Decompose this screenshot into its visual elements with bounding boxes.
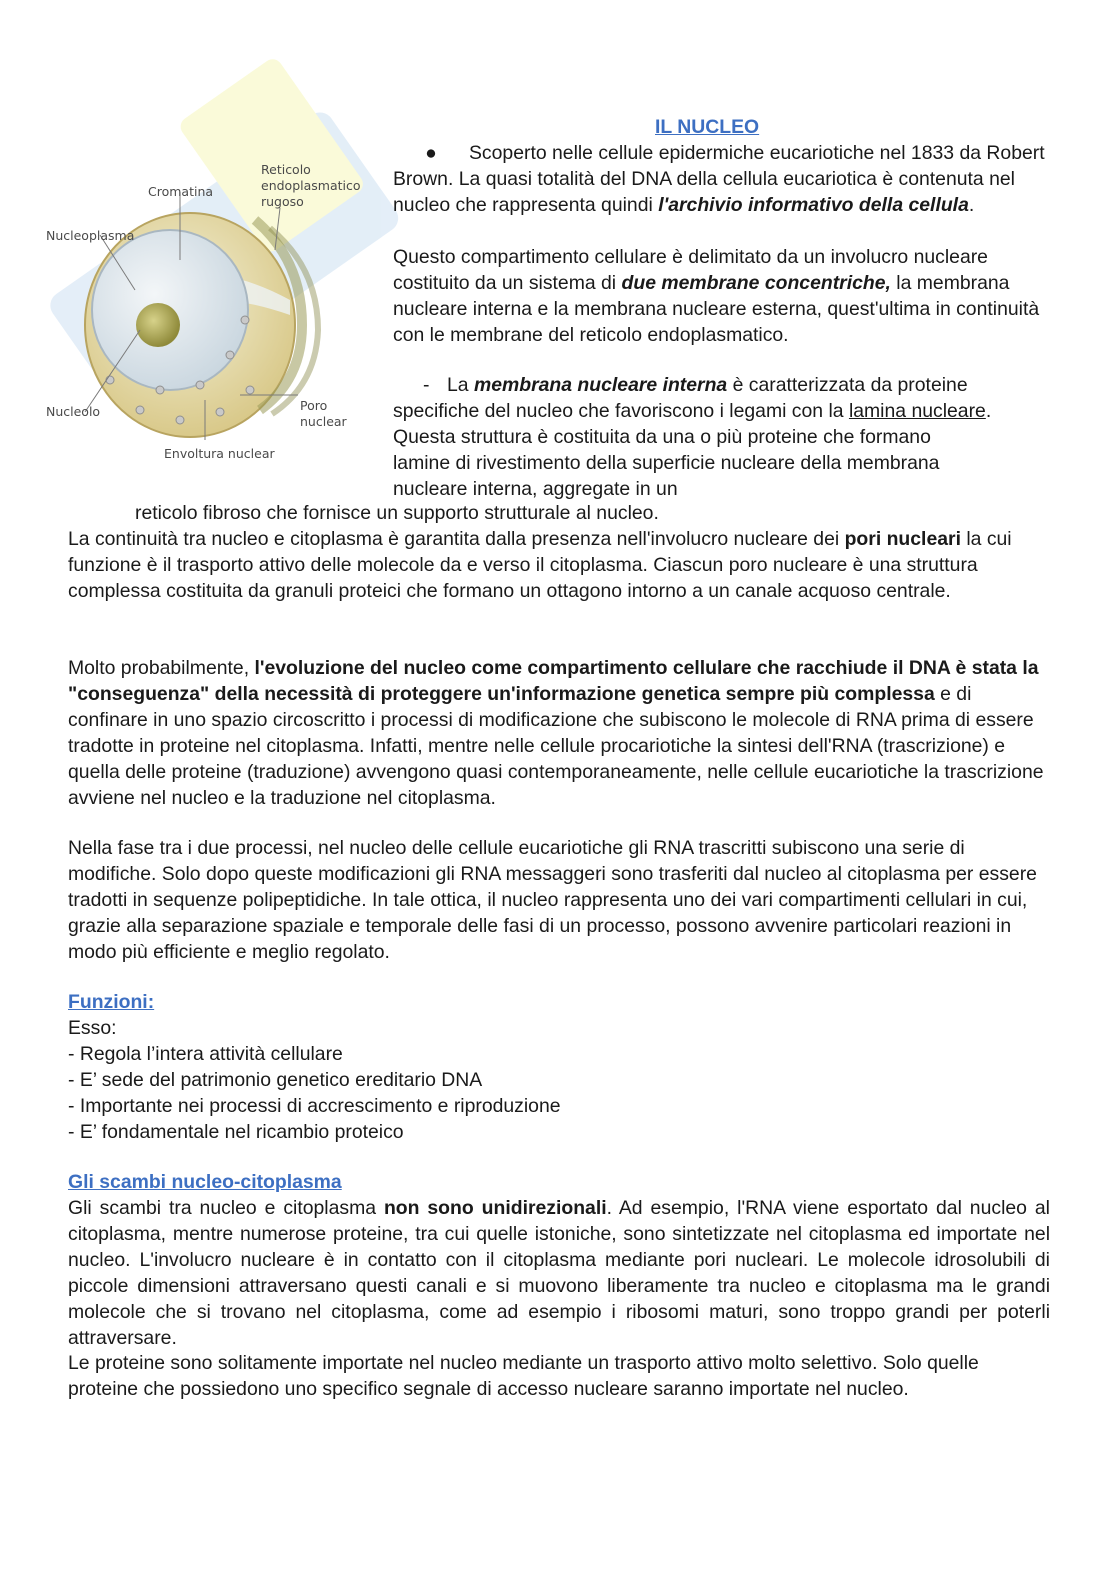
scambi-emphasis: non sono unidirezionali	[383, 1197, 607, 1219]
dash-marker: -	[423, 374, 430, 396]
membrane-emphasis: due membrane concentriche,	[621, 272, 891, 294]
page-title: IL NUCLEO	[655, 116, 760, 138]
inner-membrane-text-3: . Questa struttura è costituita da una o più proteine che formano lamine di rivestimento della superficie nucleare della membrana nucleare interna, aggregate in un	[393, 400, 992, 500]
list-item: - E’ fondamentale nel ricambio proteico	[68, 1121, 404, 1143]
evoluzione-paragraph	[68, 655, 1050, 811]
scambi-heading: Gli scambi nucleo-citoplasma	[68, 1171, 342, 1193]
cell-diagram	[40, 150, 380, 470]
evoluzione-text-end: e di confinare in uno spazio circoscritto i processi di modificazione che subiscono le molecole di RNA prima di essere tradotte in proteine nel citoplasma. Infatti, mentre nelle cellule procariotiche la sintesi dell'RNA (trascrizione) e quella delle proteine (traduzione) avvengono quasi contemporaneamente, nelle cellule eucariotiche la trascrizione avviene nel nucleo e la traduzione nel citoplasma.	[68, 683, 1044, 809]
inner-membrane-text: La	[447, 374, 474, 396]
label-reticolo: Reticolo endoplasmatico rugoso	[261, 162, 361, 209]
lamina-nucleare-link: lamina nucleare	[848, 400, 986, 422]
funzioni-intro: Esso:	[68, 1017, 117, 1039]
bullet-icon: ●	[425, 142, 437, 164]
intro-paragraph-3-end: reticolo fibroso che fornisce un supporto strutturale al nucleo.	[135, 502, 659, 524]
label-cromatina: Cromatina	[148, 184, 214, 199]
scambi-text-end: . Ad esempio, l'RNA viene esportato dal nucleo al citoplasma, mentre numerose proteine, tra cui quelle istoniche, sono sintetizzate nel citoplasma ed importate nel nucleo. L'involucro nucleare è in contatto con il citoplasma mediante pori nucleari. Le molecole idrosolubili di piccole dimensioni attraversano questi canali e si muovono liberamente tra nucleo e citoplasma ma le grandi molecole che si trovano nel citoplasma, come ad esempio i ribosomi maturi, sono troppo grandi per poterli attraversare.	[68, 1197, 1050, 1349]
intro-period: .	[968, 194, 975, 216]
list-item: - Regola l’intera attività cellulare	[68, 1043, 343, 1065]
inner-membrane-text-2: è caratterizzata da proteine specifiche del nucleo che favoriscono i legami con la	[393, 374, 968, 422]
pori-text: La continuità tra nucleo e citoplasma è garantita dalla presenza nell'involucro nucleare dei	[68, 528, 845, 550]
list-item: - E’ sede del patrimonio genetico ereditario DNA	[68, 1069, 483, 1091]
intro-paragraph-1	[393, 140, 1053, 218]
label-nucleolo: Nucleolo	[46, 404, 101, 419]
funzioni-heading: Funzioni:	[68, 991, 155, 1013]
proteine-paragraph: Le proteine sono solitamente importate nel nucleo mediante un trasporto attivo molto selettivo. Solo quelle proteine che possiedono uno specifico segnale di accesso nucleare saranno importate nel nucleo.	[68, 1352, 979, 1400]
intro-emphasis: l'archivio informativo della cellula	[658, 194, 969, 216]
scambi-text: Gli scambi tra nucleo e citoplasma	[68, 1197, 384, 1219]
label-nucleoplasma: Nucleoplasma	[46, 228, 135, 243]
fase-paragraph: Nella fase tra i due processi, nel nucleo delle cellule eucariotiche gli RNA trascritti subiscono una serie di modifiche. Solo dopo queste modificazioni gli RNA messaggeri sono trasferiti dal nucleo al citoplasma per essere tradotti in sequenze polipeptidiche. In tale ottica, il nucleo rappresenta uno dei vari compartimenti cellulari in cui, grazie alla separazione spaziale e temporale delle fasi di un processo, possono avvenire particolari reazioni in modo più efficiente e meglio regolato.	[68, 837, 1037, 963]
list-item: - Importante nei processi di accrescimento e riproduzione	[68, 1095, 561, 1117]
label-poro: Poro nuclear	[300, 398, 347, 429]
intro-paragraph-3	[393, 372, 993, 502]
pori-paragraph	[68, 526, 1050, 604]
membrane-text-end: la membrana nucleare interna e la membrana nucleare esterna, quest'ultima in continuità con le membrane del reticolo endoplasmatico.	[393, 272, 1040, 346]
intro-text: Scoperto nelle cellule epidermiche eucariotiche nel 1833 da Robert Brown. La quasi totalità del DNA della cellula eucariotica è contenuta nel nucleo che rappresenta quindi	[393, 142, 1045, 216]
intro-paragraph-2	[393, 244, 1053, 348]
funzioni-list	[68, 1041, 1050, 1145]
evoluzione-emphasis: l'evoluzione del nucleo come compartimento cellulare che racchiude il DNA è stata la "conseguenza" della necessità di proteggere un'informazione genetica sempre più complessa	[68, 657, 1039, 705]
scambi-paragraph	[68, 1195, 1050, 1351]
membrane-text: Questo compartimento cellulare è delimitato da un involucro nucleare costituito da un sistema di	[393, 246, 988, 294]
pori-emphasis: pori nucleari	[844, 528, 961, 550]
inner-membrane-emphasis: membrana nucleare interna	[473, 374, 728, 396]
evoluzione-text: Molto probabilmente,	[68, 657, 255, 679]
pori-text-end: la cui funzione è il trasporto attivo delle molecole da e verso il citoplasma. Ciascun poro nucleare è una struttura complessa costituita da granuli proteici che formano un ottagono intorno a un canale acquoso centrale.	[68, 528, 1012, 602]
label-envoltura: Envoltura nuclear	[164, 446, 275, 461]
